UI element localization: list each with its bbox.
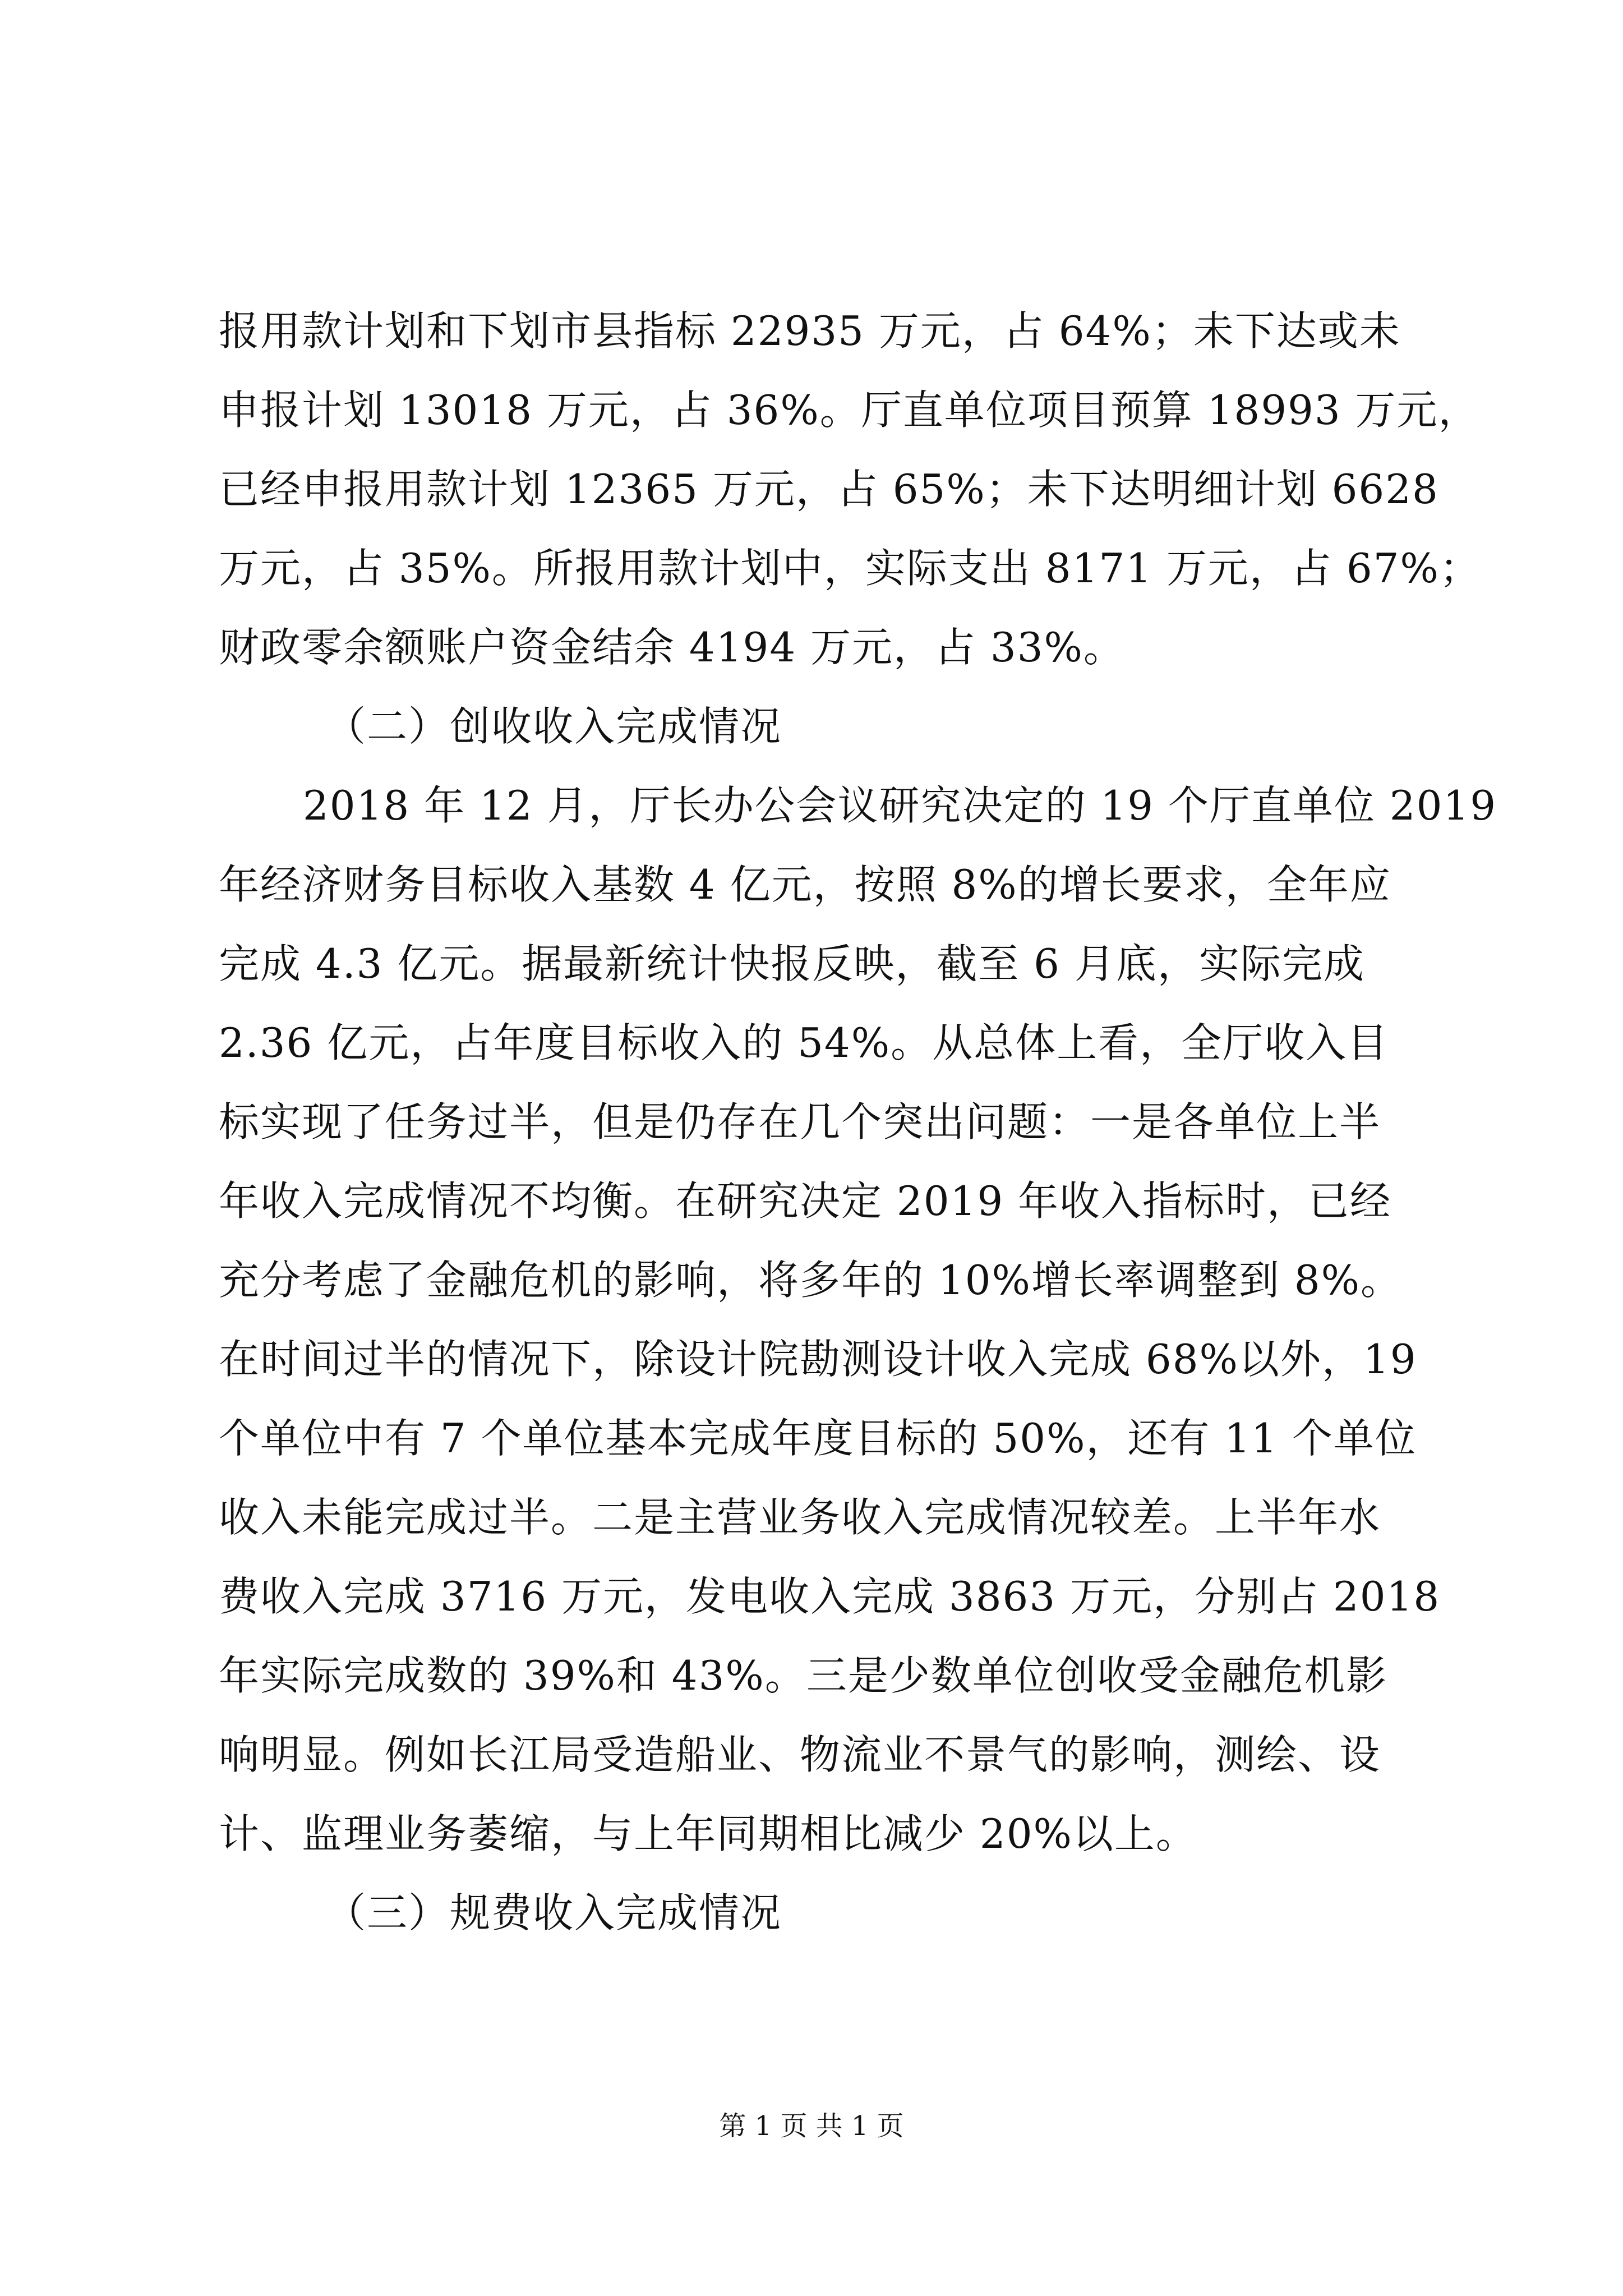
text-line: 申报计划 13018 万元，占 36%。厅直单位项目预算 18993 万元， <box>219 386 1480 434</box>
text-line: 充分考虑了金融危机的影响，将多年的 10%增长率调整到 8%。 <box>219 1257 1403 1304</box>
section-heading: （二）创收收入完成情况 <box>325 703 782 750</box>
text-line: 响明显。例如长江局受造船业、物流业不景气的影响，测绘、设 <box>219 1731 1381 1778</box>
text-line: 完成 4.3 亿元。据最新统计快报反映，截至 6 月底，实际完成 <box>219 940 1365 987</box>
text-line: 报用款计划和下划市县指标 22935 万元，占 64%；未下达或未 <box>219 307 1401 355</box>
section-heading: （三）规费收入完成情况 <box>325 1889 782 1936</box>
text-line: 收入未能完成过半。二是主营业务收入完成情况较差。上半年水 <box>219 1494 1381 1541</box>
text-line: 已经申报用款计划 12365 万元，占 65%；未下达明细计划 6628 <box>219 466 1439 513</box>
text-line: 2.36 亿元，占年度目标收入的 54%。从总体上看，全厅收入目 <box>219 1019 1389 1066</box>
document-body <box>219 292 1497 1953</box>
text-line: 个单位中有 7 个单位基本完成年度目标的 50%，还有 11 个单位 <box>219 1415 1417 1462</box>
text-line: 年收入完成情况不均衡。在研究决定 2019 年收入指标时，已经 <box>219 1177 1392 1225</box>
text-line: 标实现了任务过半，但是仍存在几个突出问题：一是各单位上半 <box>219 1098 1381 1145</box>
text-line: 计、监理业务萎缩，与上年同期相比减少 20%以上。 <box>219 1810 1197 1857</box>
text-line: 万元，占 35%。所报用款计划中，实际支出 8171 万元，占 67%； <box>219 545 1481 592</box>
text-line: 年实际完成数的 39%和 43%。三是少数单位创收受金融危机影 <box>219 1652 1387 1699</box>
paragraph-first-line: 2018 年 12 月，厅长办公会议研究决定的 19 个厅直单位 2019 <box>303 782 1497 829</box>
text-line: 财政零余额账户资金结余 4194 万元，占 33%。 <box>219 624 1125 671</box>
page-footer: 第 1 页 共 1 页 <box>719 2110 904 2142</box>
text-line: 费收入完成 3716 万元，发电收入完成 3863 万元，分别占 2018 <box>219 1573 1441 1620</box>
text-line: 在时间过半的情况下，除设计院勘测设计收入完成 68%以外，19 <box>219 1336 1417 1383</box>
text-line: 年经济财务目标收入基数 4 亿元，按照 8%的增长要求，全年应 <box>219 861 1391 908</box>
